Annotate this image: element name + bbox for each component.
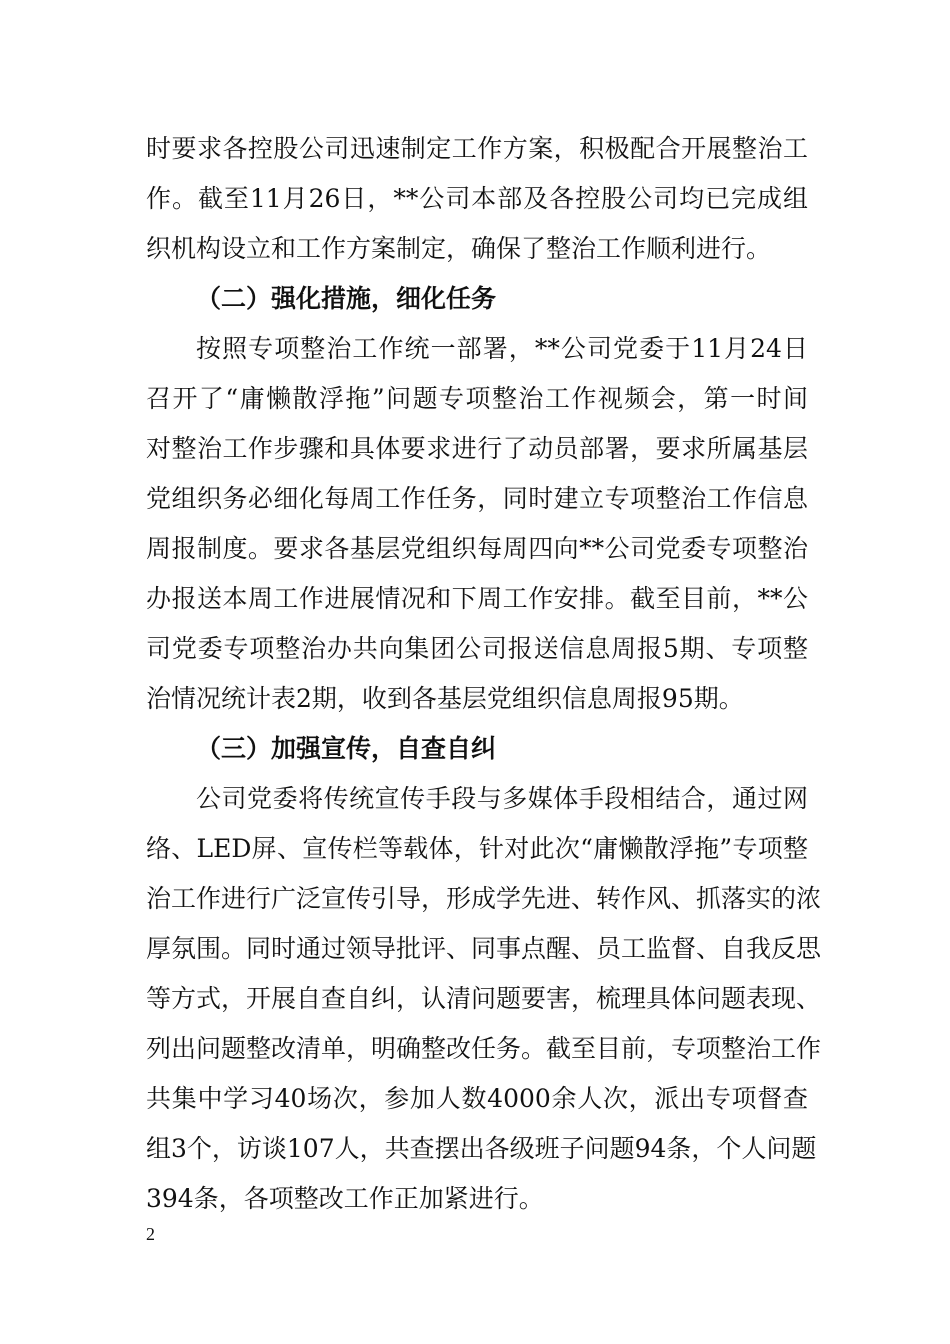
paragraph-line: 列出问题整改清单，明确整改任务。截至目前，专项整治工作 bbox=[146, 1034, 822, 1063]
paragraph-line: 对整治工作步骤和具体要求进行了动员部署，要求所属基层 bbox=[146, 434, 808, 463]
paragraph-line: 作。截至11月26日，**公司本部及各控股公司均已完成组 bbox=[146, 184, 808, 213]
paragraph-line: 治工作进行广泛宣传引导，形成学先进、转作风、抓落实的浓 bbox=[146, 884, 822, 913]
body-paragraph bbox=[146, 774, 822, 1224]
paragraph-line: 办报送本周工作进展情况和下周工作安排。截至目前，**公 bbox=[146, 584, 808, 613]
page-number: 2 bbox=[146, 1224, 155, 1244]
section-heading: （二）强化措施，细化任务 bbox=[196, 284, 497, 313]
paragraph-line: 络、LED屏、宣传栏等载体，针对此次“庸懒散浮拖”专项整 bbox=[146, 834, 808, 863]
paragraph-line: 召开了“庸懒散浮拖”问题专项整治工作视频会，第一时间 bbox=[146, 384, 808, 413]
paragraph-line: 织机构设立和工作方案制定，确保了整治工作顺利进行。 bbox=[146, 234, 772, 263]
paragraph-line: 党组织务必细化每周工作任务，同时建立专项整治工作信息 bbox=[146, 484, 808, 513]
paragraph-line: 等方式，开展自查自纠，认清问题要害，梳理具体问题表现、 bbox=[146, 984, 822, 1013]
body-paragraph bbox=[146, 124, 808, 274]
document-body bbox=[146, 124, 822, 1224]
paragraph-line: 394条，各项整改工作正加紧进行。 bbox=[146, 1184, 544, 1213]
paragraph-line: 治情况统计表2期，收到各基层党组织信息周报95期。 bbox=[146, 684, 744, 713]
paragraph-line: 共集中学习40场次，参加人数4000余人次，派出专项督查 bbox=[146, 1084, 808, 1113]
paragraph-line: 周报制度。要求各基层党组织每周四向**公司党委专项整治 bbox=[146, 534, 808, 563]
paragraph-line: 厚氛围。同时通过领导批评、同事点醒、员工监督、自我反思 bbox=[146, 934, 822, 963]
body-paragraph bbox=[146, 324, 808, 724]
section-heading: （三）加强宣传，自查自纠 bbox=[196, 734, 497, 763]
paragraph-line: 司党委专项整治办共向集团公司报送信息周报5期、专项整 bbox=[146, 634, 808, 663]
paragraph-line: 按照专项整治工作统一部署，**公司党委于11月24日 bbox=[196, 334, 808, 363]
paragraph-line: 组3个，访谈107人，共查摆出各级班子问题94条，个人问题 bbox=[146, 1134, 817, 1163]
paragraph-line: 公司党委将传统宣传手段与多媒体手段相结合，通过网 bbox=[196, 784, 808, 813]
paragraph-line: 时要求各控股公司迅速制定工作方案，积极配合开展整治工 bbox=[146, 134, 808, 163]
